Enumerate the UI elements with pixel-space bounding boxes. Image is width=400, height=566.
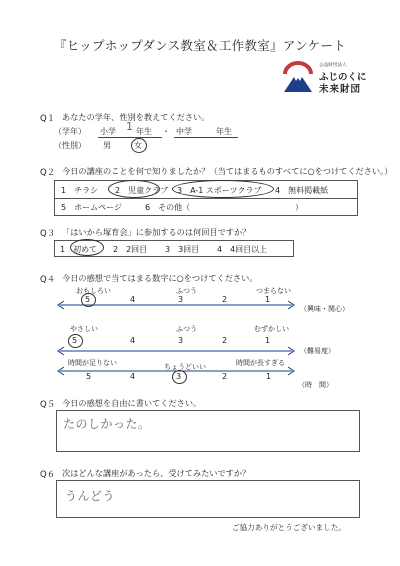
scale-tag: （時 間） <box>298 381 333 389</box>
q1-grade-answer: 1 <box>126 120 134 133</box>
q3-option-1[interactable]: 1 初めて <box>60 245 98 254</box>
q6-answer-box[interactable] <box>56 480 360 518</box>
scale-option-2[interactable]: 2 <box>222 295 228 304</box>
q1-sex-label: （性別） <box>54 141 86 150</box>
q1-female-circle <box>131 138 147 153</box>
q3-number: Q３ <box>40 229 56 239</box>
q5-handwritten-answer: たのしかった。 <box>63 417 151 431</box>
q3-option-1-circle <box>70 239 104 256</box>
org-name-line1: ふじのくに <box>319 72 367 83</box>
org-type-label: 公益財団法人 <box>319 63 347 68</box>
q1-elementary-label: 小学 <box>100 127 116 136</box>
q1-grade-underline1 <box>98 137 162 138</box>
scale-option-2[interactable]: 2 <box>222 336 228 345</box>
q5-number: Q５ <box>40 400 56 410</box>
scale-option-3[interactable]: 3 <box>178 336 184 345</box>
scale-left-label: やさしい <box>70 325 98 333</box>
q4-text: 今日の感想で当てはまる数字に○をつけてください。 <box>62 273 258 283</box>
q4-scale-difficulty <box>0 324 400 362</box>
q6-text: 次はどんな講座があったら、受けてみたいですか？ <box>62 468 251 478</box>
q1-female-option[interactable]: 女 <box>134 141 142 150</box>
q2-option-1[interactable]: 1 チラシ <box>61 186 99 195</box>
scale-option-1[interactable]: 1 <box>266 372 272 381</box>
q2-option-3-circle <box>172 180 274 198</box>
q2-number: Q２ <box>40 168 56 178</box>
q2-option-5[interactable]: 5 ホームページ <box>61 203 122 212</box>
q2-option-6[interactable]: 6 その他（ <box>145 203 191 212</box>
q1-male-option[interactable]: 男 <box>103 141 111 150</box>
scale-option-1[interactable]: 1 <box>265 336 271 345</box>
q5-answer-box[interactable] <box>56 410 360 452</box>
q2-box-divider <box>55 198 357 199</box>
scale-option-4[interactable]: 4 <box>130 372 136 381</box>
q2-option-2-circle <box>108 180 160 198</box>
scale-option-5[interactable]: 5 <box>72 336 78 345</box>
q2-option-2[interactable]: 2 児童クラブ <box>115 186 169 195</box>
scale-right-label: 時間が長すぎる <box>236 359 285 367</box>
scale-right-label: むずかしい <box>254 325 289 333</box>
q1-dot: ・ <box>162 127 170 136</box>
scale-arrow-line <box>56 344 296 358</box>
scale-mid-label: ふつう <box>176 287 197 295</box>
scale-option-2[interactable]: 2 <box>222 372 228 381</box>
scale-option-5[interactable]: 5 <box>85 295 91 304</box>
scale-option-5[interactable]: 5 <box>86 372 92 381</box>
scale-left-label: おもしろい <box>76 287 111 295</box>
scale-tag: （難易度） <box>300 347 335 355</box>
scale-option-4[interactable]: 4 <box>130 295 136 304</box>
foundation-logo <box>282 60 400 100</box>
scale-mid-label: ちょうどいい <box>164 363 206 371</box>
q1-middle-label: 中学 <box>176 127 192 136</box>
q1-number: Q１ <box>40 114 56 124</box>
q3-option-4[interactable]: 4 4回目以上 <box>217 245 268 254</box>
q1-grade-suffix: 年生 <box>136 127 152 136</box>
q4-scale-interest <box>0 284 400 322</box>
fuji-logo-icon <box>282 60 314 94</box>
scale-selected-circle <box>172 370 187 384</box>
scale-left-label: 時間が足りない <box>68 359 117 367</box>
q5-text: 今日の感想を自由に書いてください。 <box>62 398 202 408</box>
scale-selected-circle <box>81 293 96 307</box>
q6-handwritten-answer: うんどう <box>65 489 116 503</box>
q6-number: Q６ <box>40 470 56 480</box>
scale-option-3[interactable]: 3 <box>176 372 182 381</box>
q2-option-3[interactable]: 3 A-1 スポーツクラブ <box>177 186 262 195</box>
scale-option-1[interactable]: 1 <box>265 295 271 304</box>
scale-right-label: つまらない <box>256 287 291 295</box>
q2-text: 今日の講座のことを何で知りましたか？（当てはまるものすべてに○をつけてください。） <box>62 166 393 176</box>
page-title: 『ヒップホップダンス教室＆工作教室』アンケート <box>53 38 347 53</box>
q1-grade-label: （学年） <box>54 127 86 136</box>
scale-mid-label: ふつう <box>176 325 197 333</box>
q1-grade-suffix2: 年生 <box>216 127 232 136</box>
q1-grade-underline2 <box>174 137 238 138</box>
footer-thanks: ご協力ありがとうございました。 <box>232 523 346 532</box>
org-name-line2: 未来財団 <box>319 84 362 95</box>
q2-option-4[interactable]: 4 無料掲載紙 <box>275 186 329 195</box>
scale-option-3[interactable]: 3 <box>178 295 184 304</box>
q4-scale-time <box>0 358 400 396</box>
q3-text: 「はいから塚育会」に参加するのは何回目ですか？ <box>62 227 251 237</box>
scale-tag: （興味・関心） <box>300 305 349 313</box>
q3-option-2[interactable]: 2 2回目 <box>113 245 148 254</box>
scale-option-4[interactable]: 4 <box>130 336 136 345</box>
q1-text: あなたの学年、性別を教えてください。 <box>62 112 210 122</box>
q4-number: Q４ <box>40 275 56 285</box>
q3-option-3[interactable]: 3 3回目 <box>165 245 200 254</box>
q2-option-6-close: ） <box>295 203 303 212</box>
